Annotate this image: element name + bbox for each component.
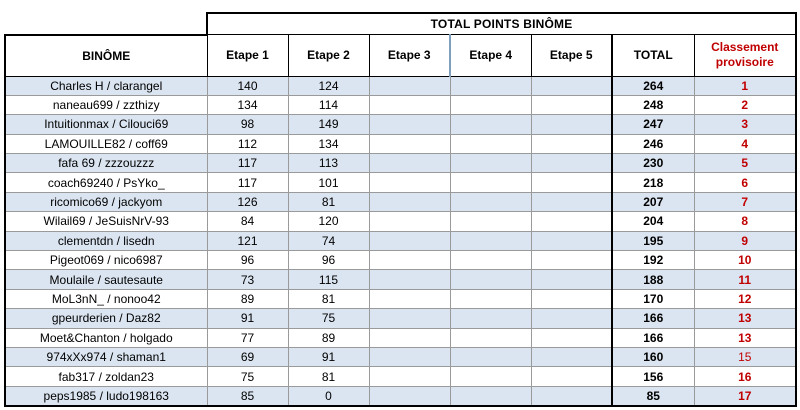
classement-cell: 13 [694,328,796,347]
etape-3-cell [369,134,450,153]
etape-5-cell [531,212,612,231]
etape-5-cell [531,328,612,347]
etape-5-cell [531,76,612,95]
etape-3-cell [369,115,450,134]
table-row [5,347,796,366]
total-cell: 230 [612,154,694,173]
binome-cell: peps1985 / ludo198163 [5,386,207,406]
group-title: TOTAL POINTS BINÔME [207,13,796,35]
etape-3-cell [369,154,450,173]
classement-cell: 7 [694,192,796,211]
etape-1-cell: 91 [207,309,288,328]
classement-cell: 2 [694,95,796,114]
etape-4-cell [450,115,531,134]
header-binome: BINÔME [5,35,207,77]
etape-2-cell: 74 [288,231,369,250]
total-cell: 192 [612,251,694,270]
etape-3-cell [369,251,450,270]
classement-cell: 8 [694,212,796,231]
binome-cell: Wilail69 / JeSuisNrV-93 [5,212,207,231]
etape-5-cell [531,95,612,114]
table-row [5,154,796,173]
etape-1-cell: 126 [207,192,288,211]
etape-5-cell [531,192,612,211]
etape-1-cell: 98 [207,115,288,134]
binome-cell: Intuitionmax / Cilouci69 [5,115,207,134]
classement-cell: 16 [694,367,796,386]
etape-4-cell [450,309,531,328]
table-row [5,76,796,95]
header-etape-1: Etape 1 [207,35,288,77]
total-cell: 195 [612,231,694,250]
etape-4-cell [450,251,531,270]
etape-1-cell: 89 [207,289,288,308]
group-title-row [5,13,796,35]
etape-1-cell: 140 [207,76,288,95]
table-row [5,367,796,386]
etape-4-cell [450,289,531,308]
classement-cell: 3 [694,115,796,134]
etape-5-cell [531,134,612,153]
etape-4-cell [450,347,531,366]
classement-cell: 1 [694,76,796,95]
etape-3-cell [369,231,450,250]
binome-cell: coach69240 / PsYko_ [5,173,207,192]
classement-cell: 17 [694,386,796,406]
table-row [5,328,796,347]
classement-cell: 9 [694,231,796,250]
total-cell: 207 [612,192,694,211]
etape-5-cell [531,270,612,289]
classement-cell: 5 [694,154,796,173]
total-cell: 264 [612,76,694,95]
etape-2-cell: 89 [288,328,369,347]
binome-cell: clementdn / lisedn [5,231,207,250]
total-cell: 85 [612,386,694,406]
total-cell: 160 [612,347,694,366]
etape-2-cell: 113 [288,154,369,173]
header-etape-5: Etape 5 [531,35,612,77]
etape-1-cell: 134 [207,95,288,114]
etape-2-cell: 120 [288,212,369,231]
binome-cell: Moulaile / sautesaute [5,270,207,289]
header-total: TOTAL [612,35,694,77]
total-cell: 246 [612,134,694,153]
etape-5-cell [531,367,612,386]
etape-3-cell [369,367,450,386]
etape-1-cell: 117 [207,173,288,192]
binome-cell: fab317 / zoldan23 [5,367,207,386]
etape-2-cell: 91 [288,347,369,366]
table-body [5,76,796,406]
total-cell: 188 [612,270,694,289]
total-cell: 170 [612,289,694,308]
etape-3-cell [369,347,450,366]
standings-table [4,12,797,407]
total-cell: 204 [612,212,694,231]
classement-cell: 11 [694,270,796,289]
etape-3-cell [369,95,450,114]
table-row [5,270,796,289]
etape-4-cell [450,367,531,386]
binome-cell: ricomico69 / jackyom [5,192,207,211]
etape-4-cell [450,173,531,192]
etape-2-cell: 81 [288,192,369,211]
etape-3-cell [369,289,450,308]
table-row [5,289,796,308]
header-classement [694,35,796,77]
table-row [5,95,796,114]
etape-4-cell [450,192,531,211]
header-etape-2: Etape 2 [288,35,369,77]
classement-cell: 13 [694,309,796,328]
binome-cell: LAMOUILLE82 / coff69 [5,134,207,153]
binome-cell: Pigeot069 / nico6987 [5,251,207,270]
etape-5-cell [531,173,612,192]
etape-2-cell: 0 [288,386,369,406]
etape-4-cell [450,386,531,406]
etape-5-cell [531,347,612,366]
etape-1-cell: 112 [207,134,288,153]
etape-4-cell [450,154,531,173]
etape-3-cell [369,192,450,211]
etape-2-cell: 101 [288,173,369,192]
etape-1-cell: 69 [207,347,288,366]
etape-4-cell [450,95,531,114]
binome-cell: fafa 69 / zzzouzzz [5,154,207,173]
etape-3-cell [369,76,450,95]
etape-5-cell [531,289,612,308]
etape-1-cell: 85 [207,386,288,406]
etape-5-cell [531,115,612,134]
etape-2-cell: 114 [288,95,369,114]
table-row [5,309,796,328]
total-cell: 166 [612,328,694,347]
total-cell: 166 [612,309,694,328]
etape-1-cell: 77 [207,328,288,347]
etape-5-cell [531,231,612,250]
header-classement-line1: Classement [711,40,779,55]
standings-table-container [4,12,797,407]
etape-5-cell [531,386,612,406]
etape-5-cell [531,154,612,173]
etape-2-cell: 81 [288,367,369,386]
etape-3-cell [369,328,450,347]
etape-3-cell [369,309,450,328]
etape-2-cell: 124 [288,76,369,95]
classement-cell: 6 [694,173,796,192]
total-cell: 248 [612,95,694,114]
table-row [5,386,796,406]
etape-5-cell [531,251,612,270]
etape-4-cell [450,328,531,347]
table-row [5,251,796,270]
binome-cell: Moet&Chanton / holgado [5,328,207,347]
table-row [5,134,796,153]
etape-2-cell: 134 [288,134,369,153]
etape-4-cell [450,231,531,250]
classement-cell: 10 [694,251,796,270]
etape-4-cell [450,134,531,153]
etape-2-cell: 81 [288,289,369,308]
etape-1-cell: 117 [207,154,288,173]
binome-cell: gpeurderien / Daz82 [5,309,207,328]
etape-2-cell: 115 [288,270,369,289]
etape-3-cell [369,212,450,231]
total-cell: 218 [612,173,694,192]
table-row [5,231,796,250]
binome-cell: Charles H / clarangel [5,76,207,95]
header-etape-3: Etape 3 [369,35,450,77]
table-row [5,173,796,192]
total-cell: 247 [612,115,694,134]
binome-cell: MoL3nN_ / nonoo42 [5,289,207,308]
etape-4-cell [450,270,531,289]
binome-cell: 974xXx974 / shaman1 [5,347,207,366]
etape-1-cell: 73 [207,270,288,289]
etape-1-cell: 96 [207,251,288,270]
etape-4-cell [450,76,531,95]
etape-1-cell: 84 [207,212,288,231]
etape-4-cell [450,212,531,231]
etape-1-cell: 75 [207,367,288,386]
total-cell: 156 [612,367,694,386]
etape-2-cell: 149 [288,115,369,134]
table-row [5,115,796,134]
etape-3-cell [369,386,450,406]
table-row [5,212,796,231]
etape-3-cell [369,173,450,192]
etape-1-cell: 121 [207,231,288,250]
classement-cell: 15 [694,347,796,366]
etape-2-cell: 96 [288,251,369,270]
classement-cell: 12 [694,289,796,308]
header-classement-line2: provisoire [715,55,774,70]
table-row [5,192,796,211]
binome-cell: naneau699 / zzthizy [5,95,207,114]
header-etape-4: Etape 4 [450,35,531,77]
header-row [5,35,796,77]
classement-cell: 4 [694,134,796,153]
etape-5-cell [531,309,612,328]
etape-3-cell [369,270,450,289]
etape-2-cell: 75 [288,309,369,328]
